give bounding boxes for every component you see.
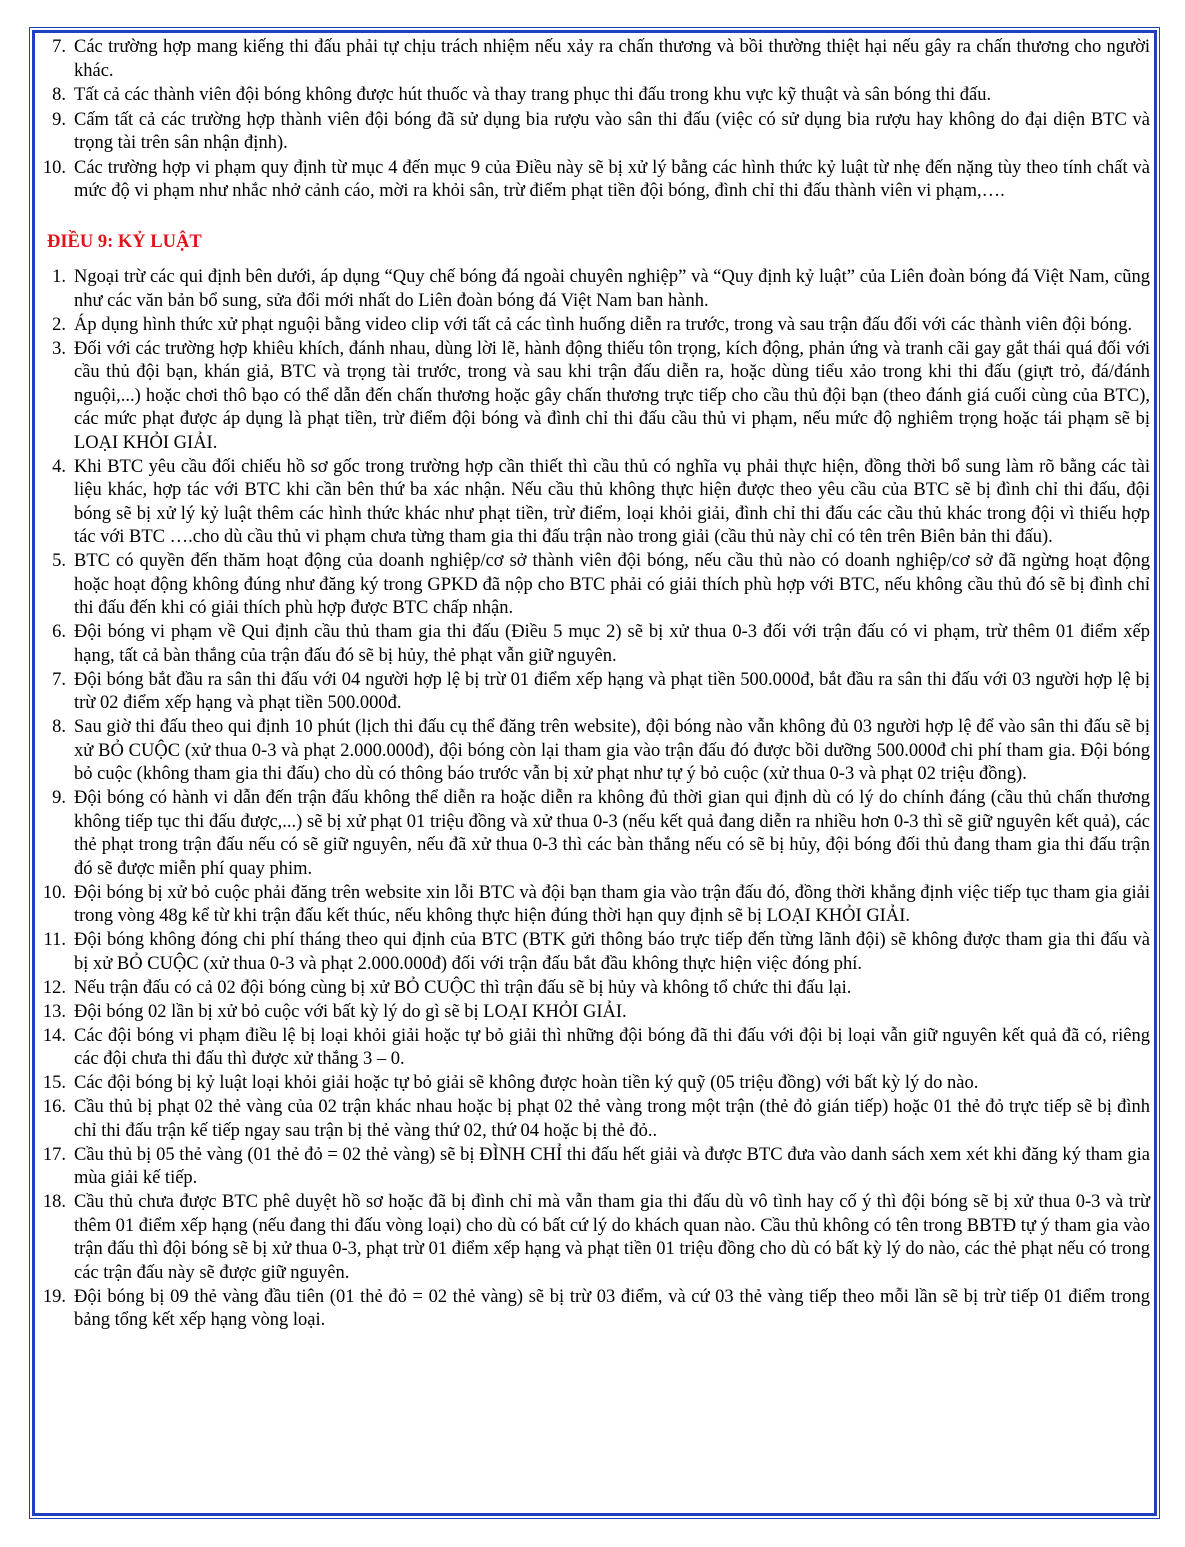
item-number: 7. xyxy=(52,669,66,690)
item-text: Đội bóng bị 09 thẻ vàng đầu tiên (01 thẻ đỏ = 02 thẻ vàng) sẽ bị trừ 03 điểm, và cứ 03 thẻ vàng tiếp theo mỗi lần sẽ bị trừ tiếp 01 điểm trong bảng tổng kết xếp hạng vòng loại. xyxy=(74,1286,1150,1330)
item-text: Đội bóng bắt đầu ra sân thi đấu với 04 người hợp lệ bị trừ 01 điểm xếp hạng và phạt tiền 500.000đ, bắt đầu ra sân thi đấu với 03 người hợp lệ bị trừ 02 điểm xếp hạng và phạt tiền 500.000đ. xyxy=(74,669,1150,713)
item-text: Tất cả các thành viên đội bóng không được hút thuốc và thay trang phục thi đấu trong khu vực kỹ thuật và sân bóng thi đấu. xyxy=(74,85,992,105)
item-number: 10. xyxy=(42,882,66,903)
list-item xyxy=(40,1286,1150,1333)
list-item xyxy=(40,84,1150,108)
item-number: 8. xyxy=(52,717,66,737)
item-text: Đội bóng 02 lần bị xử bỏ cuộc với bất kỳ lý do gì sẽ bị LOẠI KHỎI GIẢI. xyxy=(74,1001,627,1022)
item-text: Các trường hợp mang kiếng thi đấu phải tự chịu trách nhiệm nếu xảy ra chấn thương và bồi thường thiệt hại nếu gây ra chấn thương cho người khác. xyxy=(74,37,1150,81)
list-item xyxy=(40,109,1150,156)
item-number: 8. xyxy=(52,85,66,105)
item-text: Đội bóng bị xử bỏ cuộc phải đăng trên website xin lỗi BTC và đội bạn tham gia vào trận đấu đó, đồng thời khẳng định việc tiếp tục tham gia giải trong vòng 48g kể từ khi trận đấu kết thúc, nếu không thực hiện đúng thời hạn quy định sẽ bị LOẠI KHỎI GIẢI. xyxy=(74,882,1150,926)
item-text: Cầu thủ bị phạt 02 thẻ vàng của 02 trận khác nhau hoặc bị phạt 02 thẻ vàng trong một trận (thẻ đỏ gián tiếp) hoặc 01 thẻ đỏ trực tiếp sẽ bị đình chỉ thi đấu trận kế tiếp ngay sau trận bị thẻ vàng thứ 02, thứ 04 hoặc bị thẻ đỏ.. xyxy=(74,1097,1150,1141)
item-number: 5. xyxy=(52,551,66,571)
list-item xyxy=(40,716,1150,787)
item-number: 17. xyxy=(42,1144,66,1165)
item-number: 12. xyxy=(42,977,66,998)
list-item xyxy=(40,456,1150,550)
item-number: 1. xyxy=(52,267,66,287)
item-number: 15. xyxy=(42,1073,66,1093)
list-item xyxy=(40,929,1150,976)
item-number: 9. xyxy=(52,788,66,808)
item-number: 3. xyxy=(52,338,66,359)
list-item xyxy=(40,266,1150,313)
section-heading: ĐIỀU 9: KỶ LUẬT xyxy=(47,231,202,252)
item-number: 4. xyxy=(52,456,66,477)
item-text: Cầu thủ bị 05 thẻ vàng (01 thẻ đỏ = 02 thẻ vàng) sẽ bị ĐÌNH CHỈ thi đấu hết giải và được BTC đưa vào danh sách xem xét khi đăng ký tham gia mùa giải kế tiếp. xyxy=(74,1144,1150,1188)
item-text: Cấm tất cả các trường hợp thành viên đội bóng đã sử dụng bia rượu vào sân thi đấu (việc có sử dụng bia rượu hay không do đại diện BTC và trọng tài trên sân nhận định). xyxy=(74,109,1150,153)
list-item xyxy=(40,1096,1150,1143)
item-number: 2. xyxy=(52,314,66,335)
item-number: 10. xyxy=(42,157,66,178)
item-text: Nếu trận đấu có cả 02 đội bóng cùng bị xử BỎ CUỘC thì trận đấu sẽ bị hủy và không tổ chức thi đấu lại. xyxy=(74,977,852,998)
item-text: BTC có quyền đến thăm hoạt động của doanh nghiệp/cơ sở thành viên đội bóng, nếu cầu thủ nào có doanh nghiệp/cơ sở đã ngừng hoạt động hoặc hoạt động không đúng như đăng ký trong GPKD đã nộp cho BTC phải có giải thích phù hợp với BTC, nếu không cầu thủ đó sẽ bị đình chỉ thi đấu đến khi có giải thích phù hợp được BTC chấp nhận. xyxy=(74,551,1150,618)
list-item xyxy=(40,787,1150,881)
list-item xyxy=(40,1144,1150,1191)
item-text: Khi BTC yêu cầu đối chiếu hồ sơ gốc trong trường hợp cần thiết thì cầu thủ có nghĩa vụ phải thực hiện, đồng thời bổ sung làm rõ bằng các tài liệu khác, hợp tác với BTC khi cần bên thứ ba xác nhận. Nếu cầu thủ không thực hiện được theo yêu cầu của BTC sẽ bị đình chỉ thi đấu, đội bóng sẽ bị xử lý kỷ luật thêm các hình thức khác như phạt tiền, trừ điểm, loại khỏi giải, đình chỉ thi đấu các cầu thủ khác trong đội vì thiếu hợp tác với BTC ….cho dù cầu thủ vi phạm chưa từng tham gia thi đấu trận nào trong giải (cầu thủ này chỉ có tên trên Biên bản thi đấu). xyxy=(74,456,1150,547)
item-text: Đội bóng không đóng chi phí tháng theo qui định của BTC (BTK gửi thông báo trực tiếp đến từng lãnh đội) sẽ không được tham gia thi đấu và bị xử BỎ CUỘC (xử thua 0-3 và phạt 2.000.000đ) đối với trận đấu bắt đầu không thực hiện việc đóng phí. xyxy=(74,930,1150,974)
item-number: 9. xyxy=(52,109,66,130)
list-item xyxy=(40,157,1150,204)
list-item xyxy=(40,1001,1150,1025)
item-number: 14. xyxy=(42,1025,66,1046)
item-number: 11. xyxy=(43,930,66,950)
item-number: 7. xyxy=(52,37,66,57)
list-item xyxy=(40,621,1150,668)
item-number: 16. xyxy=(42,1097,66,1117)
item-text: Cầu thủ chưa được BTC phê duyệt hồ sơ hoặc đã bị đình chỉ mà vẫn tham gia thi đấu dù vô tình hay cố ý thì đội bóng sẽ bị xử thua 0-3 và trừ thêm 01 điểm xếp hạng (nếu đang thi đấu vòng loại) cho dù có bất cứ lý do khách quan nào. Cầu thủ không có tên trong BBTĐ tự ý tham gia vào trận đấu thì đội bóng sẽ bị xử thua 0-3, phạt trừ 01 điểm xếp hạng và phạt tiền 01 triệu đồng cho dù có bất kỳ lý do nào, các thẻ phạt nếu có trong các trận đấu này sẽ được giữ nguyên. xyxy=(74,1192,1150,1283)
item-number: 19. xyxy=(42,1286,66,1307)
list-item xyxy=(40,36,1150,83)
item-number: 18. xyxy=(42,1192,66,1212)
item-text: Sau giờ thi đấu theo qui định 10 phút (lịch thi đấu cụ thể đăng trên website), đội bóng nào vẫn không đủ 03 người hợp lệ để vào sân thi đấu sẽ bị xử BỎ CUỘC (xử thua 0-3 và phạt 2.000.000đ), đội bóng còn lại tham gia vào trận đấu đó được bồi dưỡng 500.000đ chi phí tham gia. Đội bóng bỏ cuộc (không tham gia thi đấu) cho dù có thông báo trước vẫn bị xử phạt như tự ý bỏ cuộc (xử thua 0-3 và phạt 02 triệu đồng). xyxy=(74,717,1150,784)
item-text: Các đội bóng vi phạm điều lệ bị loại khỏi giải hoặc tự bỏ giải thì những đội bóng đã thi đấu với đội bị loại vẫn giữ nguyên kết quả đã có, riêng các đội chưa thi đấu thì được xử thắng 3 – 0. xyxy=(74,1025,1150,1069)
list-item xyxy=(40,1191,1150,1285)
item-text: Đội bóng có hành vi dẫn đến trận đấu không thể diễn ra hoặc diễn ra không đủ thời gian qui định dù có lý do chính đáng (cầu thủ chấn thương không tiếp tục thi đấu được,...) sẽ bị xử phạt 01 triệu đồng và xử thua 0-3 (nếu kết quả đang diễn ra nhiều hơn 0-3 thì sẽ giữ nguyên kết quả), các thẻ phạt trong trận đấu nếu có sẽ giữ nguyên, nếu đã xử thua 0-3 thì các bàn thắng nếu có sẽ bị hủy, đội bóng đối thủ đang tham gia thi đấu trận đó sẽ được miễn phí quay phim. xyxy=(74,788,1150,879)
item-number: 13. xyxy=(42,1001,66,1022)
item-text: Các trường hợp vi phạm quy định từ mục 4 đến mục 9 của Điều này sẽ bị xử lý bằng các hình thức kỷ luật từ nhẹ đến nặng tùy theo tính chất và mức độ vi phạm như nhắc nhở cảnh cáo, mời ra khỏi sân, trừ điểm phạt tiền đội bóng, đình chỉ thi đấu thành viên vi phạm,…. xyxy=(74,157,1150,201)
list-item xyxy=(40,314,1150,338)
item-number: 6. xyxy=(52,622,66,642)
item-text: Đối với các trường hợp khiêu khích, đánh nhau, dùng lời lẽ, hành động thiếu tôn trọng, kích động, phản ứng và tranh cãi gay gắt thái quá đối với cầu thủ đội bạn, khán giả, BTC và trọng tài trước, trong và sau khi trận đấu diễn ra, hoặc dùng tiểu xảo trong khi thi đấu (giựt trỏ, đá/đánh nguội,...) hoặc chơi thô bạo có thể dẫn đến chấn thương hoặc gây chấn thương trực tiếp cho cầu thủ đội bạn (theo đánh giá cuối cùng của BTC), các mức phạt được áp dụng là phạt tiền, trừ điểm đội bóng và đình chỉ thi đấu cầu thủ vi phạm, nếu mức độ nghiêm trọng hoặc tái phạm sẽ bị LOẠI KHỎI GIẢI. xyxy=(74,338,1150,453)
item-text: Áp dụng hình thức xử phạt nguội bằng video clip với tất cả các tình huống diễn ra trước, trong và sau trận đấu đối với các thành viên đội bóng. xyxy=(74,314,1133,335)
list-item xyxy=(40,669,1150,716)
list-item xyxy=(40,882,1150,929)
item-text: Các đội bóng bị kỷ luật loại khỏi giải hoặc tự bỏ giải sẽ không được hoàn tiền ký quỹ (05 triệu đồng) với bất kỳ lý do nào. xyxy=(74,1073,979,1093)
item-text: Ngoại trừ các qui định bên dưới, áp dụng “Quy chế bóng đá ngoài chuyên nghiệp” và “Quy định kỷ luật” của Liên đoàn bóng đá Việt Nam, cũng như các văn bản bổ sung, sửa đổi mới nhất do Liên đoàn bóng đá Việt Nam ban hành. xyxy=(74,267,1150,311)
list-item xyxy=(40,1072,1150,1096)
list-item xyxy=(40,338,1150,456)
document-body xyxy=(40,36,1150,1333)
previous-section-list xyxy=(40,36,1150,204)
list-item xyxy=(40,1025,1150,1072)
list-item xyxy=(40,550,1150,621)
discipline-rules-list xyxy=(40,266,1150,1333)
item-text: Đội bóng vi phạm về Qui định cầu thủ tham gia thi đấu (Điều 5 mục 2) sẽ bị xử thua 0-3 đối với trận đấu có vi phạm, trừ thêm 01 điểm xếp hạng, tất cả bàn thắng của trận đấu đó sẽ bị hủy, thẻ phạt vẫn giữ nguyên. xyxy=(74,622,1150,666)
list-item xyxy=(40,977,1150,1001)
